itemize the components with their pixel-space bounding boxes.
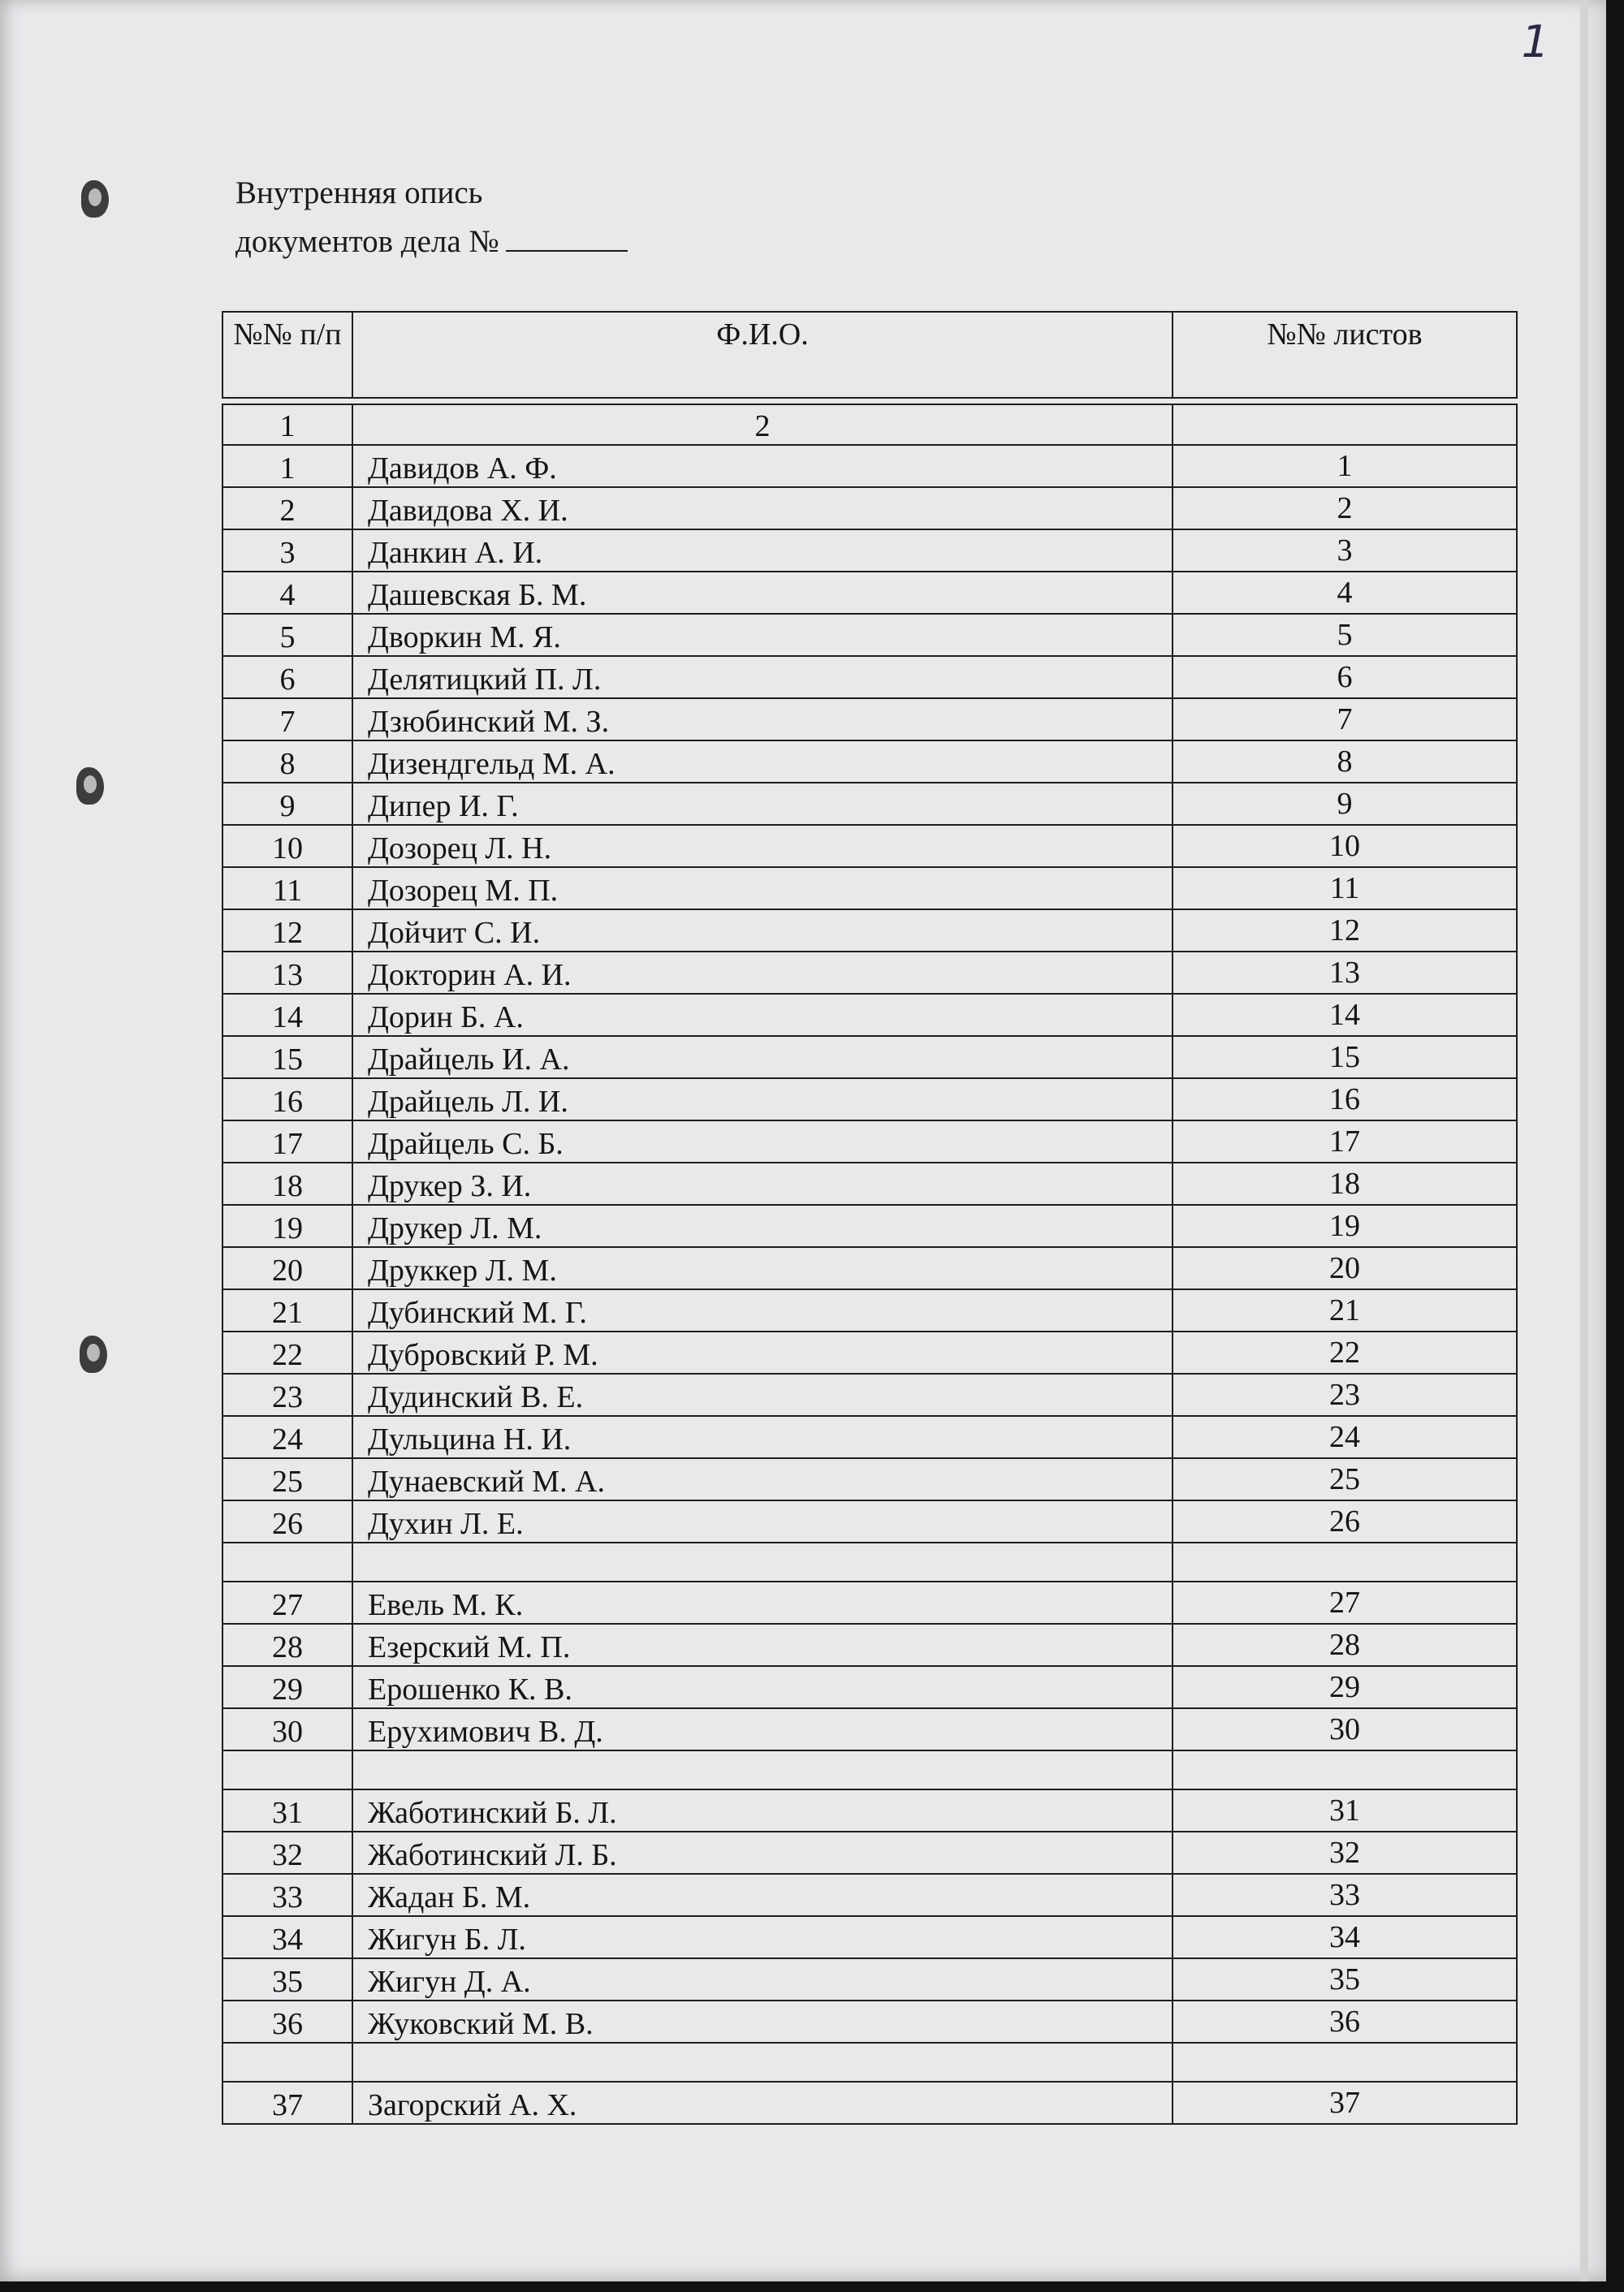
document-heading bbox=[235, 169, 628, 266]
row-number: 33 bbox=[222, 1874, 352, 1916]
sheet-number: 30 bbox=[1173, 1708, 1517, 1750]
sheet-number: 23 bbox=[1173, 1374, 1517, 1416]
sheet-number: 4 bbox=[1173, 572, 1517, 614]
inventory-table bbox=[222, 311, 1518, 2125]
row-number: 25 bbox=[222, 1458, 352, 1500]
sheet-number: 18 bbox=[1173, 1163, 1517, 1205]
table-row bbox=[222, 1120, 1517, 1163]
person-name: Драйцель Л. И. bbox=[352, 1078, 1173, 1120]
table-row bbox=[222, 994, 1517, 1036]
blank-cell bbox=[222, 1750, 352, 1789]
row-number: 24 bbox=[222, 1416, 352, 1458]
row-number: 8 bbox=[222, 740, 352, 783]
row-number: 28 bbox=[222, 1624, 352, 1666]
column-number-row bbox=[222, 404, 1517, 445]
page-number: 1 bbox=[1521, 16, 1549, 67]
table-row bbox=[222, 909, 1517, 952]
row-number: 14 bbox=[222, 994, 352, 1036]
page-edge bbox=[1580, 0, 1588, 2281]
table-row bbox=[222, 1916, 1517, 1958]
table-row-blank bbox=[222, 1543, 1517, 1582]
person-name: Жуковский М. В. bbox=[352, 2001, 1173, 2043]
person-name: Драйцель И. А. bbox=[352, 1036, 1173, 1078]
person-name: Дунаевский М. А. bbox=[352, 1458, 1173, 1500]
case-number-blank bbox=[506, 226, 628, 252]
sheet-number: 17 bbox=[1173, 1120, 1517, 1163]
row-number: 13 bbox=[222, 952, 352, 994]
header-gap bbox=[222, 398, 1517, 404]
row-number: 1 bbox=[222, 445, 352, 487]
row-number: 34 bbox=[222, 1916, 352, 1958]
table-row bbox=[222, 740, 1517, 783]
row-number: 7 bbox=[222, 698, 352, 740]
table-header-row bbox=[222, 312, 1517, 398]
sheet-number: 12 bbox=[1173, 909, 1517, 952]
table-row bbox=[222, 1163, 1517, 1205]
person-name: Духин Л. Е. bbox=[352, 1500, 1173, 1543]
row-number: 15 bbox=[222, 1036, 352, 1078]
punch-hole-top bbox=[81, 180, 109, 218]
table-row bbox=[222, 952, 1517, 994]
sheet-number: 37 bbox=[1173, 2082, 1517, 2124]
table-row bbox=[222, 1036, 1517, 1078]
table-row bbox=[222, 529, 1517, 572]
blank-cell bbox=[352, 2043, 1173, 2082]
sheet-number: 29 bbox=[1173, 1666, 1517, 1708]
row-number: 32 bbox=[222, 1832, 352, 1874]
person-name: Дозорец Л. Н. bbox=[352, 825, 1173, 867]
row-number: 16 bbox=[222, 1078, 352, 1120]
person-name: Жадан Б. М. bbox=[352, 1874, 1173, 1916]
person-name: Дубинский М. Г. bbox=[352, 1289, 1173, 1332]
blank-cell bbox=[222, 2043, 352, 2082]
row-number: 3 bbox=[222, 529, 352, 572]
sheet-number: 16 bbox=[1173, 1078, 1517, 1120]
person-name: Давидова Х. И. bbox=[352, 487, 1173, 529]
table-row bbox=[222, 1078, 1517, 1120]
person-name: Жигун Б. Л. bbox=[352, 1916, 1173, 1958]
person-name: Загорский А. Х. bbox=[352, 2082, 1173, 2124]
header-name: Ф.И.О. bbox=[352, 312, 1173, 398]
row-number: 19 bbox=[222, 1205, 352, 1247]
row-number: 29 bbox=[222, 1666, 352, 1708]
table-row bbox=[222, 1624, 1517, 1666]
person-name: Езерский М. П. bbox=[352, 1624, 1173, 1666]
heading-line-2 bbox=[235, 218, 628, 266]
sheet-number: 8 bbox=[1173, 740, 1517, 783]
table-row bbox=[222, 487, 1517, 529]
sheet-number: 26 bbox=[1173, 1500, 1517, 1543]
sheet-number: 7 bbox=[1173, 698, 1517, 740]
row-number: 27 bbox=[222, 1582, 352, 1624]
person-name: Дипер И. Г. bbox=[352, 783, 1173, 825]
row-number: 35 bbox=[222, 1958, 352, 2001]
table-row bbox=[222, 2082, 1517, 2124]
person-name: Дозорец М. П. bbox=[352, 867, 1173, 909]
sheet-number: 24 bbox=[1173, 1416, 1517, 1458]
column-number-3 bbox=[1173, 404, 1517, 445]
row-number: 22 bbox=[222, 1332, 352, 1374]
person-name: Жаботинский Б. Л. bbox=[352, 1789, 1173, 1832]
table-row bbox=[222, 698, 1517, 740]
sheet-number: 5 bbox=[1173, 614, 1517, 656]
person-name: Дудинский В. Е. bbox=[352, 1374, 1173, 1416]
sheet-number: 33 bbox=[1173, 1874, 1517, 1916]
table-row bbox=[222, 1666, 1517, 1708]
row-number: 30 bbox=[222, 1708, 352, 1750]
person-name: Ерухимович В. Д. bbox=[352, 1708, 1173, 1750]
table-row bbox=[222, 1416, 1517, 1458]
sheet-number: 31 bbox=[1173, 1789, 1517, 1832]
person-name: Дойчит С. И. bbox=[352, 909, 1173, 952]
row-number: 12 bbox=[222, 909, 352, 952]
person-name: Дзюбинский М. З. bbox=[352, 698, 1173, 740]
punch-hole-middle bbox=[76, 767, 104, 805]
sheet-number: 25 bbox=[1173, 1458, 1517, 1500]
person-name: Дашевская Б. М. bbox=[352, 572, 1173, 614]
sheet-number: 22 bbox=[1173, 1332, 1517, 1374]
table-row-blank bbox=[222, 1750, 1517, 1789]
sheet-number: 19 bbox=[1173, 1205, 1517, 1247]
table-row bbox=[222, 445, 1517, 487]
sheet-number: 35 bbox=[1173, 1958, 1517, 2001]
person-name: Друкер Л. М. bbox=[352, 1205, 1173, 1247]
table-row bbox=[222, 1500, 1517, 1543]
row-number: 11 bbox=[222, 867, 352, 909]
row-number: 21 bbox=[222, 1289, 352, 1332]
sheet-number: 2 bbox=[1173, 487, 1517, 529]
row-number: 36 bbox=[222, 2001, 352, 2043]
sheet-number: 15 bbox=[1173, 1036, 1517, 1078]
table-row bbox=[222, 1958, 1517, 2001]
blank-cell bbox=[352, 1543, 1173, 1582]
sheet-number: 10 bbox=[1173, 825, 1517, 867]
person-name: Докторин А. И. bbox=[352, 952, 1173, 994]
row-number: 31 bbox=[222, 1789, 352, 1832]
sheet-number: 6 bbox=[1173, 656, 1517, 698]
sheet-number: 28 bbox=[1173, 1624, 1517, 1666]
blank-cell bbox=[1173, 2043, 1517, 2082]
row-number: 9 bbox=[222, 783, 352, 825]
person-name: Друкер З. И. bbox=[352, 1163, 1173, 1205]
row-number: 20 bbox=[222, 1247, 352, 1289]
table-row bbox=[222, 867, 1517, 909]
table-row bbox=[222, 572, 1517, 614]
sheet-number: 14 bbox=[1173, 994, 1517, 1036]
heading-line-1: Внутренняя опись bbox=[235, 175, 483, 210]
table-row bbox=[222, 1247, 1517, 1289]
person-name: Делятицкий П. Л. bbox=[352, 656, 1173, 698]
blank-cell bbox=[1173, 1750, 1517, 1789]
row-number: 26 bbox=[222, 1500, 352, 1543]
row-number: 4 bbox=[222, 572, 352, 614]
punch-hole-bottom bbox=[80, 1336, 107, 1373]
table-row bbox=[222, 1205, 1517, 1247]
sheet-number: 20 bbox=[1173, 1247, 1517, 1289]
sheet-number: 36 bbox=[1173, 2001, 1517, 2043]
person-name: Ерошенко К. В. bbox=[352, 1666, 1173, 1708]
person-name: Друккер Л. М. bbox=[352, 1247, 1173, 1289]
person-name: Жаботинский Л. Б. bbox=[352, 1832, 1173, 1874]
table-row bbox=[222, 1458, 1517, 1500]
sheet-number: 32 bbox=[1173, 1832, 1517, 1874]
sheet-number: 3 bbox=[1173, 529, 1517, 572]
sheet-number: 21 bbox=[1173, 1289, 1517, 1332]
row-number: 10 bbox=[222, 825, 352, 867]
sheet-number: 1 bbox=[1173, 445, 1517, 487]
table-row bbox=[222, 614, 1517, 656]
table-row-blank bbox=[222, 2043, 1517, 2082]
header-sheets: №№ листов bbox=[1173, 312, 1517, 398]
row-number: 2 bbox=[222, 487, 352, 529]
person-name: Дорин Б. А. bbox=[352, 994, 1173, 1036]
table-row bbox=[222, 825, 1517, 867]
table-row bbox=[222, 1582, 1517, 1624]
column-number-1: 1 bbox=[222, 404, 352, 445]
row-number: 37 bbox=[222, 2082, 352, 2124]
sheet-number: 34 bbox=[1173, 1916, 1517, 1958]
table-row bbox=[222, 656, 1517, 698]
sheet-number: 9 bbox=[1173, 783, 1517, 825]
person-name: Дубровский Р. М. bbox=[352, 1332, 1173, 1374]
person-name: Драйцель С. Б. bbox=[352, 1120, 1173, 1163]
sheet-number: 27 bbox=[1173, 1582, 1517, 1624]
row-number: 6 bbox=[222, 656, 352, 698]
blank-cell bbox=[222, 1543, 352, 1582]
table-row bbox=[222, 1332, 1517, 1374]
person-name: Дворкин М. Я. bbox=[352, 614, 1173, 656]
table-row bbox=[222, 1708, 1517, 1750]
person-name: Дизендгельд М. А. bbox=[352, 740, 1173, 783]
table-row bbox=[222, 1289, 1517, 1332]
person-name: Давидов А. Ф. bbox=[352, 445, 1173, 487]
row-number: 5 bbox=[222, 614, 352, 656]
sheet-number: 13 bbox=[1173, 952, 1517, 994]
sheet-number: 11 bbox=[1173, 867, 1517, 909]
table-row bbox=[222, 1789, 1517, 1832]
column-number-2: 2 bbox=[352, 404, 1173, 445]
person-name: Жигун Д. А. bbox=[352, 1958, 1173, 2001]
header-num: №№ п/п bbox=[222, 312, 352, 398]
person-name: Дульцина Н. И. bbox=[352, 1416, 1173, 1458]
table-row bbox=[222, 783, 1517, 825]
row-number: 18 bbox=[222, 1163, 352, 1205]
person-name: Евель М. К. bbox=[352, 1582, 1173, 1624]
table-row bbox=[222, 1874, 1517, 1916]
row-number: 23 bbox=[222, 1374, 352, 1416]
row-number: 17 bbox=[222, 1120, 352, 1163]
table-row bbox=[222, 1832, 1517, 1874]
person-name: Данкин А. И. bbox=[352, 529, 1173, 572]
table-row bbox=[222, 1374, 1517, 1416]
blank-cell bbox=[352, 1750, 1173, 1789]
heading-case-label: документов дела № bbox=[235, 224, 499, 259]
table-row bbox=[222, 2001, 1517, 2043]
blank-cell bbox=[1173, 1543, 1517, 1582]
